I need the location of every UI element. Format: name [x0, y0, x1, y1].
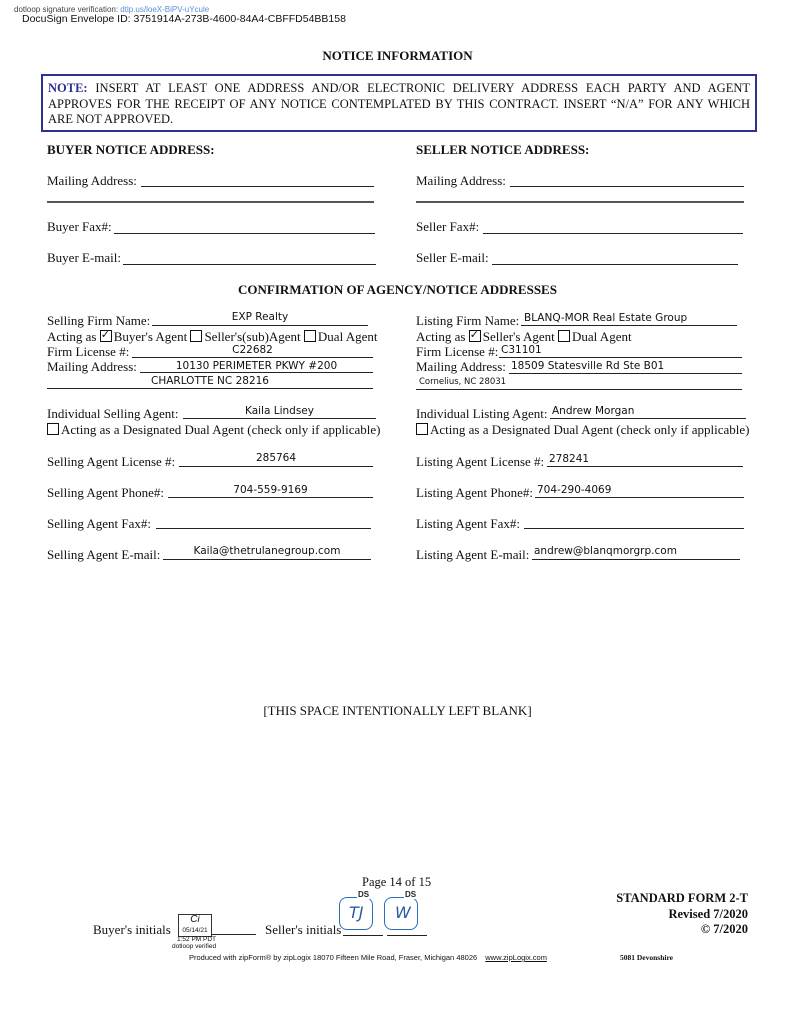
listing-mailing-value2: Cornelius, NC 28031 — [419, 377, 507, 387]
selling-agent-label: Individual Selling Agent: — [47, 406, 179, 421]
page-number: Page 14 of 15 — [362, 875, 432, 889]
listing-acting-row — [416, 329, 632, 345]
listing-designated-checkbox[interactable] — [416, 423, 428, 435]
blank-space-notice: [THIS SPACE INTENTIONALLY LEFT BLANK] — [263, 703, 532, 718]
produced-text: Produced with zipForm® by zipLogix 18070 Fifteen Mile Road, Fraser, Michigan 48026 — [189, 953, 478, 962]
listing-license-value: C31101 — [501, 344, 542, 356]
seller-initial-1: TJ — [349, 903, 364, 922]
selling-dual-agent-label: Dual Agent — [317, 329, 378, 344]
note-box — [41, 74, 757, 132]
selling-phone-label: Selling Agent Phone#: — [47, 485, 164, 500]
listing-mailing-value1: 18509 Statesville Rd Ste B01 — [511, 360, 665, 372]
sellers-agent-checkbox[interactable] — [469, 330, 481, 342]
note-label: NOTE: — [48, 81, 88, 95]
buyer-initials-line[interactable] — [212, 934, 256, 935]
listing-mailing-line1[interactable] — [509, 373, 742, 374]
form-name: STANDARD FORM 2-T — [616, 891, 748, 905]
listing-agent-license-label: Listing Agent License #: — [416, 454, 545, 469]
buyers-agent-label: Buyer's Agent — [113, 329, 188, 344]
listing-designated-label: Acting as a Designated Dual Agent (check only if applicable) — [430, 422, 750, 437]
buyer-heading: BUYER NOTICE ADDRESS: — [47, 142, 215, 157]
selling-firm-value: EXP Realty — [231, 311, 289, 323]
ds-tag-1: DS — [358, 890, 370, 899]
buyer-mailing-label: Mailing Address: — [47, 173, 137, 188]
buyer-mailing-line2[interactable] — [47, 201, 374, 203]
listing-mailing-line2[interactable] — [416, 389, 742, 390]
selling-agent-value: Kaila Lindsey — [245, 405, 314, 417]
selling-firm-field[interactable] — [152, 325, 368, 326]
selling-fax-label: Selling Agent Fax#: — [47, 516, 151, 531]
ziplogix-link[interactable]: www.zipLogix.com — [485, 953, 547, 962]
selling-license-field[interactable] — [132, 357, 373, 358]
buyer-initials-label: Buyer's initials — [93, 922, 171, 937]
dotloop-initial: Ci — [190, 914, 200, 925]
listing-phone-field[interactable] — [535, 497, 744, 498]
sellers-subagent-checkbox[interactable] — [190, 330, 202, 342]
listing-firm-value: BLANQ-MOR Real Estate Group — [524, 312, 688, 324]
produced-by — [189, 953, 547, 962]
selling-mailing-value1: 10130 PERIMETER PKWY #200 — [175, 360, 338, 372]
listing-acting-label: Acting as — [416, 329, 466, 344]
seller-fax-field[interactable] — [483, 233, 743, 234]
listing-email-field[interactable] — [532, 559, 740, 560]
listing-phone-value: 704-290-4069 — [537, 484, 612, 496]
selling-mailing-value2: CHARLOTTE NC 28216 — [151, 375, 269, 387]
selling-designated-label: Acting as a Designated Dual Agent (check only if applicable) — [61, 422, 381, 437]
sellers-agent-label: Seller's Agent — [482, 329, 555, 344]
listing-mailing-label: Mailing Address: — [416, 359, 506, 374]
note-text-wrap — [43, 76, 755, 128]
listing-dual-agent-checkbox[interactable] — [558, 330, 570, 342]
selling-email-label: Selling Agent E-mail: — [47, 547, 161, 562]
note-text: INSERT AT LEAST ONE ADDRESS AND/OR ELECTRONIC DELIVERY ADDRESS EACH PARTY AND AGENT APPROVES FOR THE RECEIPT OF ANY NOTICE CONTEMPLATED BY THIS CONTRACT. INSERT “N/A” FOR ANY WHICH ARE NOT APPROVED. — [48, 81, 750, 126]
listing-agent-license-field[interactable] — [547, 466, 743, 467]
selling-phone-value: 704-559-9169 — [233, 484, 308, 496]
selling-designated-checkbox[interactable] — [47, 423, 59, 435]
listing-firm-label: Listing Firm Name: — [416, 313, 520, 328]
dotloop-verified: dotloop verified — [172, 943, 217, 950]
selling-acting-label: Acting as — [47, 329, 97, 344]
selling-agent-license-value: 285764 — [255, 452, 297, 464]
buyer-email-label: Buyer E-mail: — [47, 250, 122, 265]
seller-mailing-line1[interactable] — [510, 186, 744, 187]
selling-dual-agent-checkbox[interactable] — [304, 330, 316, 342]
buyer-mailing-line1[interactable] — [141, 186, 374, 187]
seller-initials-line-2[interactable] — [387, 935, 427, 936]
property-name: 5081 Devonshire — [620, 953, 673, 962]
selling-email-value: Kaila@thetrulanegroup.com — [193, 545, 341, 557]
seller-email-field[interactable] — [492, 264, 738, 265]
listing-fax-label: Listing Agent Fax#: — [416, 516, 520, 531]
seller-heading: SELLER NOTICE ADDRESS: — [416, 142, 590, 157]
selling-mailing-label: Mailing Address: — [47, 359, 137, 374]
selling-mailing-line1[interactable] — [140, 372, 373, 373]
selling-agent-field[interactable] — [183, 418, 376, 419]
buyers-agent-checkbox[interactable] — [100, 330, 112, 342]
selling-email-field[interactable] — [163, 559, 371, 560]
seller-initial-2: W — [395, 903, 411, 922]
agency-heading: CONFIRMATION OF AGENCY/NOTICE ADDRESSES — [238, 282, 557, 297]
selling-acting-row — [47, 329, 378, 345]
seller-initials-label: Seller's initials — [265, 922, 342, 937]
envelope-id: DocuSign Envelope ID: 3751914A-273B-4600-84A4-CBFFD54BB158 — [22, 13, 346, 25]
selling-designated-row — [47, 422, 380, 438]
listing-license-field[interactable] — [499, 357, 742, 358]
sellers-subagent-label: Seller's(sub)Agent — [204, 329, 301, 344]
listing-email-label: Listing Agent E-mail: — [416, 547, 530, 562]
listing-license-label: Firm License #: — [416, 344, 499, 359]
seller-email-label: Seller E-mail: — [416, 250, 489, 265]
buyer-fax-field[interactable] — [114, 233, 375, 234]
listing-agent-license-value: 278241 — [549, 453, 590, 465]
listing-agent-value: Andrew Morgan — [552, 405, 635, 417]
dotloop-label: dotloop signature verification: — [14, 5, 119, 14]
listing-dual-agent-label: Dual Agent — [572, 329, 632, 344]
seller-fax-label: Seller Fax#: — [416, 219, 480, 234]
listing-phone-label: Listing Agent Phone#: — [416, 485, 533, 500]
selling-agent-license-field[interactable] — [179, 466, 373, 467]
buyer-fax-label: Buyer Fax#: — [47, 219, 112, 234]
seller-mailing-line2[interactable] — [416, 201, 744, 203]
listing-email-value: andrew@blanqmorgrp.com — [534, 545, 677, 557]
selling-phone-field[interactable] — [168, 497, 373, 498]
ds-tag-2: DS — [405, 890, 417, 899]
listing-fax-field[interactable] — [524, 528, 744, 529]
selling-license-value: C22682 — [232, 344, 273, 356]
form-copyright: © 7/2020 — [700, 922, 748, 936]
selling-firm-label: Selling Firm Name: — [47, 313, 151, 328]
selling-mailing-line2[interactable] — [47, 388, 373, 389]
listing-agent-label: Individual Listing Agent: — [416, 406, 548, 421]
selling-agent-license-label: Selling Agent License #: — [47, 454, 176, 469]
dotloop-link[interactable]: dtlp.us/loeX-BiPV-uYcule — [120, 5, 210, 14]
listing-agent-field[interactable] — [550, 418, 746, 419]
page-title: NOTICE INFORMATION — [322, 48, 473, 63]
dotloop-initial-stamp[interactable] — [178, 914, 212, 937]
selling-license-label: Firm License #: — [47, 344, 130, 359]
selling-fax-field[interactable] — [156, 528, 371, 529]
dotloop-date: 05/14/21 — [182, 927, 208, 934]
seller-initials-line-1[interactable] — [343, 935, 383, 936]
listing-designated-row — [416, 422, 749, 438]
buyer-email-field[interactable] — [123, 264, 376, 265]
dotloop-time: 1:52 PM PDT — [177, 936, 217, 943]
form-revised: Revised 7/2020 — [668, 907, 748, 921]
seller-mailing-label: Mailing Address: — [416, 173, 506, 188]
listing-firm-field[interactable] — [521, 325, 737, 326]
